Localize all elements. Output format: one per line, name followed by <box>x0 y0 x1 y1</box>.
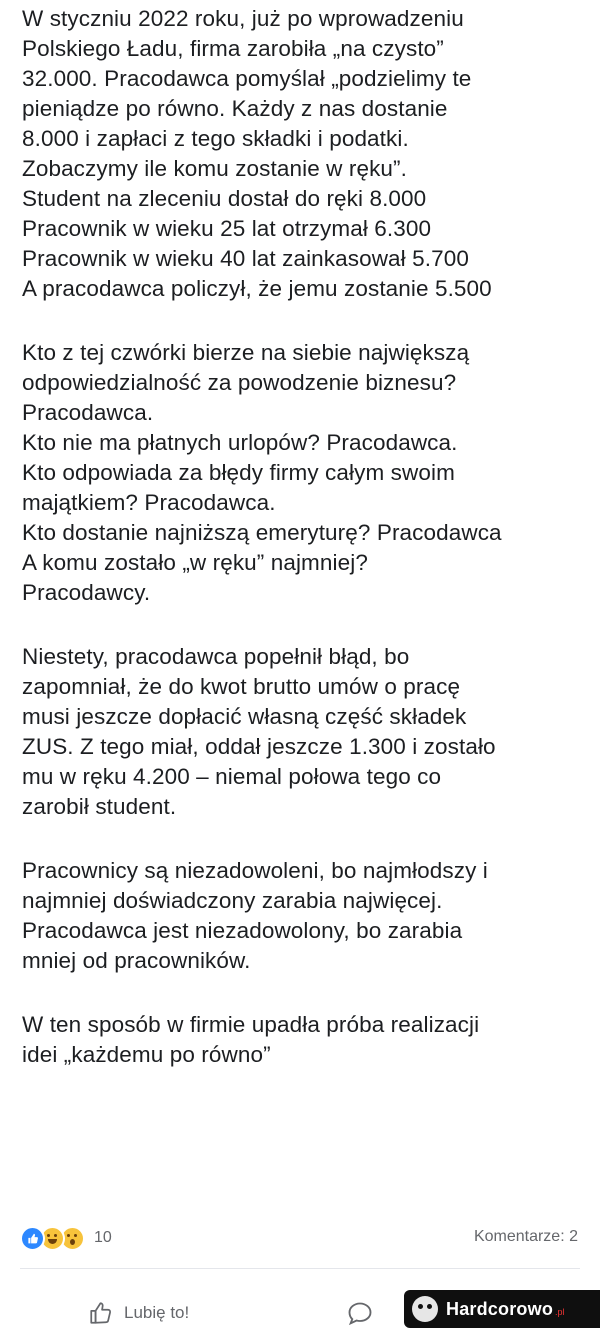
post-line: mniej od pracowników. <box>22 948 251 973</box>
post-line: Pracownik w wieku 40 lat zainkasował 5.700 <box>22 246 469 271</box>
skull-logo-icon <box>412 1296 438 1322</box>
post-line: odpowiedzialność za powodzenie biznesu? <box>22 370 457 395</box>
watermark-text: Hardcorowo <box>446 1298 554 1319</box>
like-icon <box>20 1226 45 1251</box>
post-line: Kto z tej czwórki bierze na siebie największą <box>22 340 470 365</box>
post-line: 32.000. Pracodawca pomyślał „podzielimy te <box>22 66 472 91</box>
post-line: idei „każdemu po równo” <box>22 1042 271 1067</box>
post-line: Kto dostanie najniższą emeryturę? Pracodawca <box>22 520 502 545</box>
post-line: 8.000 i zapłaci z tego składki i podatki. <box>22 126 409 151</box>
post-line: W ten sposób w firmie upadła próba realizacji <box>22 1012 480 1037</box>
post-line: musi jeszcze dopłacić własną część składek <box>22 704 467 729</box>
post-line: W styczniu 2022 roku, już po wprowadzeniu <box>22 6 464 31</box>
post-line: Pracodawcy. <box>22 580 151 605</box>
post-text <box>22 4 590 1070</box>
post-line: Pracodawca jest niezadowolony, bo zarabia <box>22 918 463 943</box>
post-line: Pracodawca. <box>22 400 154 425</box>
post-line: Kto nie ma płatnych urlopów? Pracodawca. <box>22 430 458 455</box>
post-line: A komu zostało „w ręku” najmniej? <box>22 550 368 575</box>
like-button-label: Lubię to! <box>124 1303 190 1322</box>
post-line: Niestety, pracodawca popełnił błąd, bo <box>22 644 410 669</box>
hardcorowo-watermark <box>404 1290 600 1328</box>
reaction-count[interactable]: 10 <box>94 1229 112 1246</box>
post-line: Zobaczymy ile komu zostanie w ręku”. <box>22 156 407 181</box>
like-button[interactable] <box>88 1298 189 1328</box>
reactions-summary[interactable] <box>20 1226 112 1250</box>
thumbs-up-icon <box>88 1300 114 1326</box>
post-line: Pracownik w wieku 25 lat otrzymał 6.300 <box>22 216 432 241</box>
paragraph-gap <box>22 822 590 856</box>
post-line: zapomniał, że do kwot brutto umów o pracę <box>22 674 461 699</box>
post-line: Kto odpowiada za błędy firmy całym swoim <box>22 460 455 485</box>
watermark-suffix: .pl <box>555 1307 565 1317</box>
post-line: Student na zleceniu dostał do ręki 8.000 <box>22 186 427 211</box>
post-line: najmniej doświadczony zarabia najwięcej. <box>22 888 443 913</box>
paragraph-gap <box>22 976 590 1010</box>
post-line: mu w ręku 4.200 – niemal połowa tego co <box>22 764 442 789</box>
comments-count[interactable]: Komentarze: 2 <box>473 1228 578 1245</box>
post-line: Polskiego Ładu, firma zarobiła „na czysto” <box>22 36 444 61</box>
post-line: ZUS. Z tego miał, oddał jeszcze 1.300 i zostało <box>22 734 496 759</box>
comment-button[interactable] <box>346 1299 374 1329</box>
paragraph-gap <box>22 608 590 642</box>
comment-icon <box>346 1300 374 1328</box>
paragraph-gap <box>22 304 590 338</box>
post-line: pieniądze po równo. Każdy z nas dostanie <box>22 96 448 121</box>
post-line: A pracodawca policzył, że jemu zostanie 5.500 <box>22 276 492 301</box>
post-line: majątkiem? Pracodawca. <box>22 490 276 515</box>
post-line: zarobił student. <box>22 794 177 819</box>
divider <box>20 1268 580 1269</box>
post-line: Pracownicy są niezadowoleni, bo najmłodszy i <box>22 858 488 883</box>
